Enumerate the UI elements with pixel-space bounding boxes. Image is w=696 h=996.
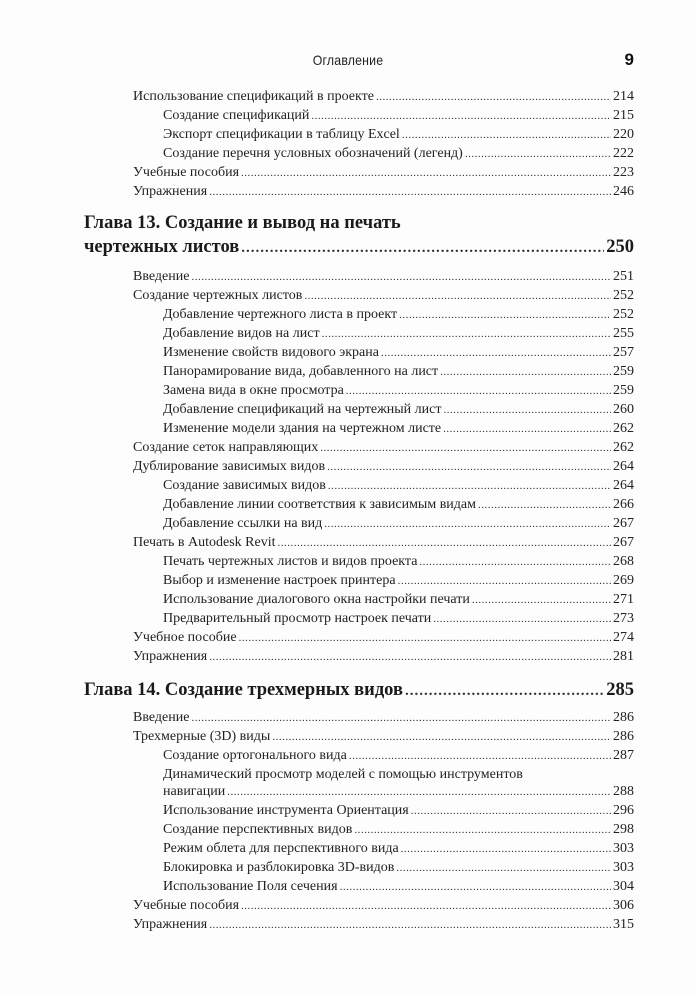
leader-dots [191, 709, 611, 727]
page-ref: 222 [613, 146, 634, 161]
toc-entry[interactable]: Использование спецификаций в проекте ..... 214 [133, 88, 634, 106]
page-ref: 264 [613, 478, 634, 493]
toc-entry[interactable]: Использование Поля сечения ..... 304 [163, 878, 634, 896]
toc-entry[interactable]: Панорамирование вида, добавленного на лист ..... 259 [163, 363, 634, 381]
leader-dots [405, 679, 604, 703]
toc-entry[interactable]: Учебное пособие ..... 274 [133, 629, 634, 647]
page-ref: 296 [613, 803, 634, 818]
page-ref: 286 [613, 710, 634, 725]
page-ref: 303 [613, 860, 634, 875]
chapter-13-heading[interactable]: чертежных листов ..... 250 [84, 235, 634, 260]
toc-entry[interactable]: Создание перспективных видов ..... 298 [163, 821, 634, 839]
page-ref: 281 [613, 649, 634, 664]
toc-entry[interactable]: Введение ..... 286 [133, 709, 634, 727]
page-ref: 267 [613, 535, 634, 550]
toc-entry[interactable]: Создание чертежных листов ..... 252 [133, 287, 634, 305]
page-number: 9 [624, 50, 634, 69]
toc-entry[interactable]: Добавление видов на лист ..... 255 [163, 325, 634, 343]
leader-dots [277, 534, 611, 552]
page-ref: 223 [613, 165, 634, 180]
toc-entry[interactable]: Введение ..... 251 [133, 268, 634, 286]
leader-dots [241, 897, 611, 915]
toc-entry[interactable]: Добавление ссылки на вид ..... 267 [163, 515, 634, 533]
toc-entry[interactable]: Добавление линии соответствия к зависимым видам ..... 266 [163, 496, 634, 514]
page-ref: 252 [613, 288, 634, 303]
page-ref: 214 [613, 89, 634, 104]
toc-entry[interactable]: Печать в Autodesk Revit ..... 267 [133, 534, 634, 552]
leader-dots [346, 382, 611, 400]
toc-entry[interactable]: Учебные пособия ..... 223 [133, 164, 634, 182]
page-ref: 255 [613, 326, 634, 341]
page-ref: 269 [613, 573, 634, 588]
leader-dots [324, 515, 611, 533]
page-ref: 246 [613, 184, 634, 199]
leader-dots [401, 840, 611, 858]
page-ref: 266 [613, 497, 634, 512]
toc-entry[interactable]: Упражнения ..... 315 [133, 916, 634, 934]
toc-entry[interactable]: Выбор и изменение настроек принтера ..... 269 [163, 572, 634, 590]
leader-dots [398, 572, 611, 590]
leader-dots [433, 610, 611, 628]
page-ref: 315 [613, 917, 634, 932]
toc-entry[interactable]: Режим облета для перспективного вида ..... 303 [163, 840, 634, 858]
page-ref: 259 [613, 383, 634, 398]
toc-entry[interactable]: Блокировка и разблокировка 3D-видов ..... 303 [163, 859, 634, 877]
page-ref: 259 [613, 364, 634, 379]
toc-entry[interactable]: Использование инструмента Ориентация ..... 296 [163, 802, 634, 820]
page-ref: 267 [613, 516, 634, 531]
leader-dots [443, 420, 611, 438]
page-ref: 250 [606, 237, 634, 257]
page-ref: 306 [613, 898, 634, 913]
leader-dots [340, 878, 611, 896]
toc-entry[interactable]: Создание перечня условных обозначений (легенд) ..... 222 [163, 145, 634, 163]
leader-dots [419, 553, 611, 571]
page-ref: 271 [613, 592, 634, 607]
page-ref: 262 [613, 440, 634, 455]
leader-dots [209, 648, 611, 666]
toc-entry[interactable]: Дублирование зависимых видов ..... 264 [133, 458, 634, 476]
leader-dots [399, 306, 611, 324]
toc-entry[interactable]: Учебные пособия ..... 306 [133, 897, 634, 915]
page-ref: 286 [613, 729, 634, 744]
leader-dots [322, 325, 611, 343]
page-ref: 273 [613, 611, 634, 626]
page-ref: 252 [613, 307, 634, 322]
page-ref: 298 [613, 822, 634, 837]
leader-dots [209, 183, 611, 201]
leader-dots [396, 859, 611, 877]
leader-dots [381, 344, 611, 362]
leader-dots [349, 747, 611, 765]
leader-dots [239, 629, 611, 647]
running-head [0, 52, 696, 76]
toc-entry[interactable]: Печать чертежных листов и видов проекта ..... 268 [163, 553, 634, 571]
leader-dots [227, 783, 611, 801]
toc-entry[interactable]: Изменение свойств видового экрана ..... 257 [163, 344, 634, 362]
leader-dots [241, 164, 611, 182]
toc-entry[interactable]: Создание ортогонального вида ..... 287 [163, 747, 634, 765]
leader-dots [209, 916, 611, 934]
page-ref: 215 [613, 108, 634, 123]
chapter-13-title[interactable]: Глава 13. Создание и вывод на печать [84, 213, 401, 233]
leader-dots [478, 496, 611, 514]
page-ref: 264 [613, 459, 634, 474]
toc-entry[interactable]: Создание зависимых видов ..... 264 [163, 477, 634, 495]
leader-dots [328, 477, 611, 495]
page-ref: 220 [613, 127, 634, 142]
toc-entry-wrapped-line[interactable]: Динамический просмотр моделей с помощью инструментов [163, 767, 523, 782]
leader-dots [376, 88, 611, 106]
page-ref: 288 [613, 784, 634, 799]
toc-entry[interactable]: Добавление спецификаций на чертежный лист ..... 260 [163, 401, 634, 419]
toc-entry[interactable]: Трехмерные (3D) виды ..... 286 [133, 728, 634, 746]
toc-entry[interactable]: навигации ..... 288 [163, 783, 634, 801]
page-ref: 268 [613, 554, 634, 569]
page-ref: 304 [613, 879, 634, 894]
page-ref: 260 [613, 402, 634, 417]
toc-entry[interactable]: Добавление чертежного листа в проект ..... 252 [163, 306, 634, 324]
leader-dots [304, 287, 611, 305]
leader-dots [443, 401, 611, 419]
toc-entry[interactable]: Изменение модели здания на чертежном листе ..... 262 [163, 420, 634, 438]
leader-dots [272, 728, 611, 746]
leader-dots [472, 591, 611, 609]
page-ref: 287 [613, 748, 634, 763]
page-ref: 285 [606, 680, 634, 700]
leader-dots [191, 268, 611, 286]
leader-dots [320, 439, 611, 457]
running-head-title: Оглавление [312, 52, 384, 68]
page-ref: 251 [613, 269, 634, 284]
toc-entry[interactable]: Использование диалогового окна настройки печати ..... 271 [163, 591, 634, 609]
page-ref: 257 [613, 345, 634, 360]
leader-dots [440, 363, 611, 381]
leader-dots [411, 802, 611, 820]
page-ref: 303 [613, 841, 634, 856]
leader-dots [327, 458, 611, 476]
toc-entry[interactable]: Создание спецификаций ..... 215 [163, 107, 634, 125]
page-ref: 274 [613, 630, 634, 645]
chapter-14-heading[interactable]: Глава 14. Создание трехмерных видов ..... 285 [84, 678, 634, 703]
leader-dots [465, 145, 611, 163]
leader-dots [311, 107, 611, 125]
toc-entry[interactable]: Замена вида в окне просмотра ..... 259 [163, 382, 634, 400]
toc-entry[interactable]: Экспорт спецификации в таблицу Excel ..... 220 [163, 126, 634, 144]
toc-entry[interactable]: Предварительный просмотр настроек печати ..... 273 [163, 610, 634, 628]
leader-dots [402, 126, 611, 144]
leader-dots [241, 236, 604, 260]
toc-entry[interactable]: Создание сеток направляющих ..... 262 [133, 439, 634, 457]
page-ref: 262 [613, 421, 634, 436]
toc-entry[interactable]: Упражнения ..... 246 [133, 183, 634, 201]
leader-dots [354, 821, 611, 839]
toc-entry[interactable]: Упражнения ..... 281 [133, 648, 634, 666]
